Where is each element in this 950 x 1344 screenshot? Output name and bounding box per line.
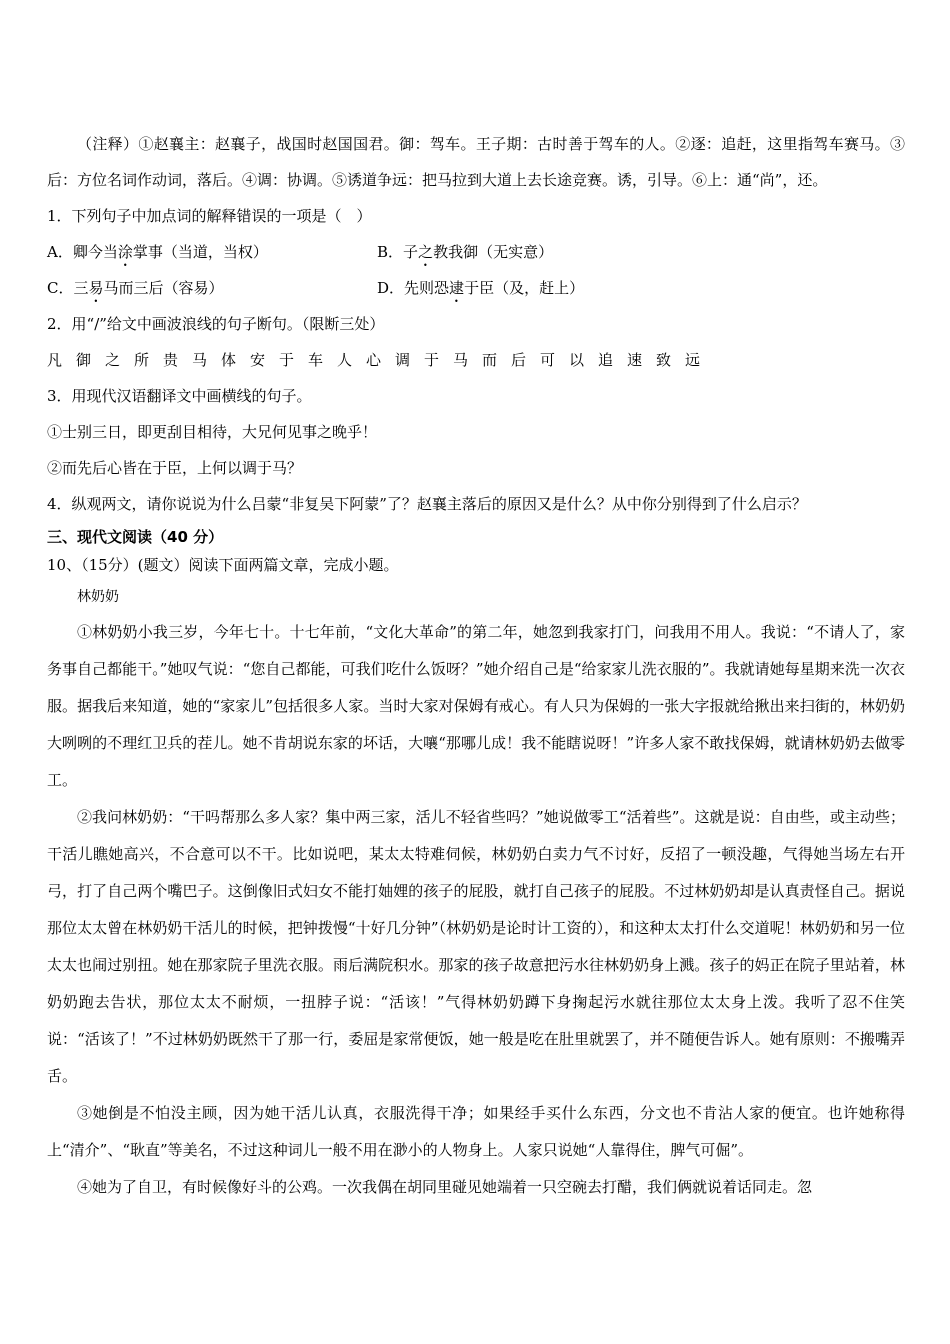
option-b: B．子之教我御（无实意）	[377, 243, 554, 261]
annotation-notes: （注释）①赵襄主：赵襄子，战国时赵国国君。御：驾车。王子期：古时善于驾车的人。②逐：追赶，这里指驾车赛马。③后：方位名词作动词，落后。④调：协调。⑤诱道争远：把马拉到大道上去长途竞赛。诱，引导。⑥上：通“尚”，还。	[47, 135, 905, 189]
article-paragraph: ④她为了自卫，有时候像好斗的公鸡。一次我偶在胡同里碰见她端着一只空碗去打醋，我们俩就说着话同走。忽	[77, 1178, 813, 1196]
question-1-stem: 1．下列句子中加点词的解释错误的一项是（ ）	[47, 207, 372, 225]
question-1-options-row-1	[47, 234, 905, 270]
exam-page	[47, 126, 905, 1206]
article-title: 林奶奶	[77, 589, 119, 605]
option-d: D．先则恐逮于臣（及，赶上）	[377, 279, 585, 297]
question-2-stem: 2．用“/”给文中画波浪线的句子断句。（限断三处）	[47, 315, 385, 333]
question-1-options-row-2	[47, 270, 905, 306]
section-heading-modern-reading: 三、现代文阅读（40 分）	[47, 528, 224, 546]
article-body	[47, 614, 905, 1206]
question-4-stem: 4．纵观两文，请你说说为什么吕蒙“非复吴下阿蒙”了？赵襄主落后的原因又是什么？从中你分别得到了什么启示？	[47, 495, 807, 513]
article-paragraph: ②我问林奶奶：“干吗帮那么多人家？集中两三家，活儿不轻省些吗？”她说做零工“活着些”。这就是说：自由些，或主动些；干活儿瞧她高兴，不合意可以不干。比如说吧，某太太特难伺候，林奶奶白卖力气不讨好，反招了一顿没趣，气得她当场左右开弓，打了自己两个嘴巴子。这倒像旧式妇女不能打妯娌的孩子的屁股，就打自己孩子的屁股。不过林奶奶却是认真责怪自己。据说那位太太曾在林奶奶干活儿的时候，把钟拨慢“十好几分钟”（林奶奶是论时计工资的），和这种太太打什么交道呢！林奶奶和另一位太太也闹过别扭。她在那家院子里洗衣服。雨后满院积水。那家的孩子故意把污水往林奶奶身上溅。孩子的妈正在院子里站着，林奶奶跑去告状，那位太太不耐烦，一扭脖子说：“活该！”气得林奶奶蹲下身掬起污水就往那位太太身上泼。我听了忍不住笑说：“活该了！”不过林奶奶既然干了那一行，委屈是家常便饭，她一般是吃在肚里就罢了，并不随便告诉人。她有原则：不搬嘴弄舌。	[47, 808, 905, 1085]
option-c: C．三易马而三后（容易）	[47, 279, 224, 297]
option-a: A．卿今当涂掌事（当道，当权）	[47, 243, 268, 261]
article-paragraph: ③她倒是不怕没主顾，因为她干活儿认真，衣服洗得干净；如果经手买什么东西，分文也不肯沾人家的便宜。也许她称得上“清介”、“耿直”等美名，不过这种词儿一般不用在渺小的人物身上。人家只说她“人靠得住，脾气可倔”。	[47, 1104, 905, 1159]
question-3-stem: 3．用现代汉语翻译文中画横线的句子。	[47, 387, 312, 405]
question-3-item-1: ①士别三日，即更刮目相待，大兄何见事之晚乎！	[47, 423, 378, 441]
article-paragraph: ①林奶奶小我三岁，今年七十。十七年前，“文化大革命”的第二年，她忽到我家打门，问我用不用人。我说：“不请人了，家务事自己都能干。”她叹气说：“您自己都能，可我们吃什么饭呀？”她介绍自己是“给家家儿洗衣服的”。我就请她每星期来洗一次衣服。据我后来知道，她的“家家儿”包括很多人家。当时大家对保姆有戒心。有人只为保姆的一张大字报就给揪出来扫街的，林奶奶大咧咧的不理红卫兵的茬儿。她不肯胡说东家的坏话，大嚷“那哪儿成！我不能瞎说呀！”许多人家不敢找保姆，就请林奶奶去做零工。	[47, 623, 905, 789]
question-3-item-2: ②而先后心皆在于臣，上何以调于马？	[47, 459, 303, 477]
question-2-sentence: 凡御之所贵马体安于车人心调于马而后可以追速致远	[47, 351, 715, 369]
question-10-stem: 10、（15分）(题文）阅读下面两篇文章，完成小题。	[47, 556, 399, 574]
